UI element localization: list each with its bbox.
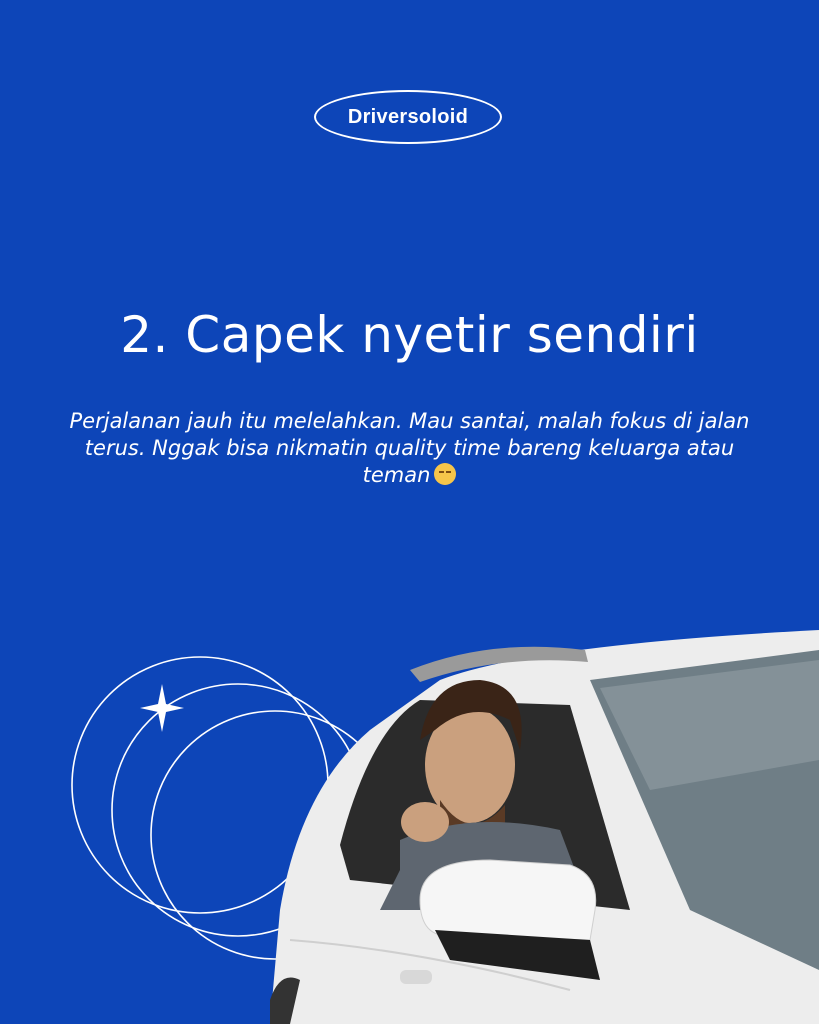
brand-logo [314, 90, 502, 144]
slide-title: 2. Capek nyetir sendiri [120, 306, 699, 364]
body-text: Perjalanan jauh itu melelahkan. Mau santai, malah fokus di jalan terus. Nggak bisa nikmatin quality time bareng keluarga atau teman [69, 409, 750, 487]
door-handle [400, 970, 432, 984]
driver-hand [401, 802, 449, 842]
car-driver-photo [270, 610, 819, 1024]
side-mirror [420, 860, 596, 940]
tired-face-icon [434, 463, 456, 485]
sparkle-icon [140, 684, 184, 732]
slide-body-text [60, 408, 759, 489]
brand-name: Driversoloid [347, 105, 469, 128]
